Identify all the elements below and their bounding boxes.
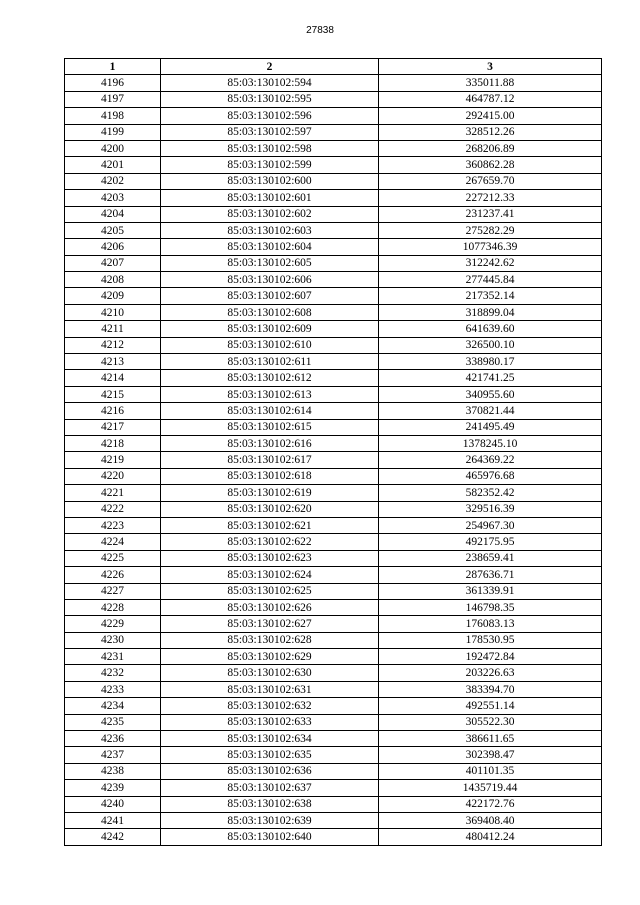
row-number-cell: 4241	[65, 812, 161, 828]
cadastral-number-cell: 85:03:130102:597	[161, 124, 379, 140]
cadastral-value-cell: 480412.24	[379, 829, 602, 845]
cadastral-value-cell: 238659.41	[379, 550, 602, 566]
cadastral-number-cell: 85:03:130102:604	[161, 239, 379, 255]
table-row	[65, 517, 602, 533]
cadastral-number-cell: 85:03:130102:624	[161, 567, 379, 583]
table-row	[65, 222, 602, 238]
table-row	[65, 780, 602, 796]
table-row	[65, 616, 602, 632]
table-row	[65, 403, 602, 419]
cadastral-value-cell: 1378245.10	[379, 435, 602, 451]
table-row	[65, 91, 602, 107]
cadastral-number-cell: 85:03:130102:618	[161, 468, 379, 484]
table-row	[65, 354, 602, 370]
table-row	[65, 763, 602, 779]
row-number-cell: 4229	[65, 616, 161, 632]
column-header-1: 1	[65, 59, 161, 75]
cadastral-number-cell: 85:03:130102:617	[161, 452, 379, 468]
cadastral-value-cell: 422172.76	[379, 796, 602, 812]
row-number-cell: 4214	[65, 370, 161, 386]
cadastral-value-cell: 178530.95	[379, 632, 602, 648]
cadastral-value-cell: 287636.71	[379, 567, 602, 583]
row-number-cell: 4232	[65, 665, 161, 681]
table-row	[65, 485, 602, 501]
table-row	[65, 632, 602, 648]
cadastral-value-cell: 492175.95	[379, 534, 602, 550]
column-header-3: 3	[379, 59, 602, 75]
cadastral-number-cell: 85:03:130102:613	[161, 386, 379, 402]
cadastral-value-cell: 326500.10	[379, 337, 602, 353]
row-number-cell: 4203	[65, 190, 161, 206]
row-number-cell: 4226	[65, 567, 161, 583]
cadastral-number-cell: 85:03:130102:640	[161, 829, 379, 845]
cadastral-value-cell: 465976.68	[379, 468, 602, 484]
table-row	[65, 829, 602, 845]
cadastral-number-cell: 85:03:130102:638	[161, 796, 379, 812]
row-number-cell: 4213	[65, 354, 161, 370]
cadastral-number-cell: 85:03:130102:600	[161, 173, 379, 189]
cadastral-value-cell: 292415.00	[379, 108, 602, 124]
cadastral-number-cell: 85:03:130102:619	[161, 485, 379, 501]
table-row	[65, 190, 602, 206]
table-row	[65, 140, 602, 156]
cadastral-number-cell: 85:03:130102:609	[161, 321, 379, 337]
cadastral-number-cell: 85:03:130102:607	[161, 288, 379, 304]
row-number-cell: 4198	[65, 108, 161, 124]
table-row	[65, 550, 602, 566]
table-row	[65, 583, 602, 599]
row-number-cell: 4221	[65, 485, 161, 501]
cadastral-number-cell: 85:03:130102:636	[161, 763, 379, 779]
cadastral-number-cell: 85:03:130102:632	[161, 698, 379, 714]
row-number-cell: 4225	[65, 550, 161, 566]
row-number-cell: 4222	[65, 501, 161, 517]
cadastral-value-cell: 328512.26	[379, 124, 602, 140]
table-row	[65, 386, 602, 402]
row-number-cell: 4212	[65, 337, 161, 353]
cadastral-value-cell: 264369.22	[379, 452, 602, 468]
row-number-cell: 4236	[65, 731, 161, 747]
cadastral-number-cell: 85:03:130102:615	[161, 419, 379, 435]
row-number-cell: 4200	[65, 140, 161, 156]
table-row	[65, 75, 602, 91]
cadastral-number-cell: 85:03:130102:629	[161, 649, 379, 665]
cadastral-value-cell: 217352.14	[379, 288, 602, 304]
cadastral-number-cell: 85:03:130102:631	[161, 681, 379, 697]
cadastral-value-cell: 176083.13	[379, 616, 602, 632]
cadastral-value-cell: 361339.91	[379, 583, 602, 599]
row-number-cell: 4228	[65, 599, 161, 615]
cadastral-number-cell: 85:03:130102:630	[161, 665, 379, 681]
cadastral-value-cell: 277445.84	[379, 272, 602, 288]
row-number-cell: 4235	[65, 714, 161, 730]
cadastral-value-cell: 318899.04	[379, 304, 602, 320]
cadastral-number-cell: 85:03:130102:639	[161, 812, 379, 828]
row-number-cell: 4220	[65, 468, 161, 484]
table-row	[65, 731, 602, 747]
cadastral-value-cell: 275282.29	[379, 222, 602, 238]
row-number-cell: 4196	[65, 75, 161, 91]
cadastral-number-cell: 85:03:130102:622	[161, 534, 379, 550]
cadastral-number-cell: 85:03:130102:596	[161, 108, 379, 124]
row-number-cell: 4206	[65, 239, 161, 255]
cadastral-number-cell: 85:03:130102:620	[161, 501, 379, 517]
cadastral-value-cell: 305522.30	[379, 714, 602, 730]
cadastral-number-cell: 85:03:130102:637	[161, 780, 379, 796]
row-number-cell: 4199	[65, 124, 161, 140]
row-number-cell: 4223	[65, 517, 161, 533]
cadastral-number-cell: 85:03:130102:602	[161, 206, 379, 222]
table-row	[65, 599, 602, 615]
table-row	[65, 288, 602, 304]
cadastral-value-cell: 335011.88	[379, 75, 602, 91]
cadastral-value-cell: 302398.47	[379, 747, 602, 763]
cadastral-value-cell: 146798.35	[379, 599, 602, 615]
cadastral-value-cell: 383394.70	[379, 681, 602, 697]
cadastral-number-cell: 85:03:130102:635	[161, 747, 379, 763]
table-row	[65, 370, 602, 386]
cadastral-number-cell: 85:03:130102:606	[161, 272, 379, 288]
cadastral-number-cell: 85:03:130102:627	[161, 616, 379, 632]
cadastral-value-cell: 241495.49	[379, 419, 602, 435]
cadastral-value-cell: 254967.30	[379, 517, 602, 533]
cadastral-value-cell: 268206.89	[379, 140, 602, 156]
row-number-cell: 4239	[65, 780, 161, 796]
cadastral-value-cell: 401101.35	[379, 763, 602, 779]
row-number-cell: 4224	[65, 534, 161, 550]
cadastral-number-cell: 85:03:130102:625	[161, 583, 379, 599]
table-body	[65, 75, 602, 845]
row-number-cell: 4202	[65, 173, 161, 189]
row-number-cell: 4215	[65, 386, 161, 402]
page-number: 27838	[306, 25, 334, 36]
table-row	[65, 124, 602, 140]
cadastral-number-cell: 85:03:130102:601	[161, 190, 379, 206]
row-number-cell: 4218	[65, 435, 161, 451]
table-row	[65, 419, 602, 435]
cadastral-number-cell: 85:03:130102:595	[161, 91, 379, 107]
row-number-cell: 4234	[65, 698, 161, 714]
row-number-cell: 4217	[65, 419, 161, 435]
cadastral-value-cell: 421741.25	[379, 370, 602, 386]
cadastral-value-cell: 227212.33	[379, 190, 602, 206]
cadastral-value-table	[64, 58, 602, 846]
cadastral-number-cell: 85:03:130102:614	[161, 403, 379, 419]
row-number-cell: 4216	[65, 403, 161, 419]
cadastral-number-cell: 85:03:130102:633	[161, 714, 379, 730]
cadastral-number-cell: 85:03:130102:611	[161, 354, 379, 370]
row-number-cell: 4210	[65, 304, 161, 320]
row-number-cell: 4201	[65, 157, 161, 173]
row-number-cell: 4204	[65, 206, 161, 222]
cadastral-number-cell: 85:03:130102:634	[161, 731, 379, 747]
row-number-cell: 4209	[65, 288, 161, 304]
cadastral-value-cell: 1077346.39	[379, 239, 602, 255]
cadastral-value-cell: 492551.14	[379, 698, 602, 714]
cadastral-number-cell: 85:03:130102:621	[161, 517, 379, 533]
cadastral-number-cell: 85:03:130102:623	[161, 550, 379, 566]
cadastral-number-cell: 85:03:130102:603	[161, 222, 379, 238]
row-number-cell: 4219	[65, 452, 161, 468]
cadastral-value-cell: 329516.39	[379, 501, 602, 517]
cadastral-value-cell: 464787.12	[379, 91, 602, 107]
cadastral-value-cell: 386611.65	[379, 731, 602, 747]
table-row	[65, 435, 602, 451]
table-row	[65, 714, 602, 730]
row-number-cell: 4208	[65, 272, 161, 288]
cadastral-number-cell: 85:03:130102:599	[161, 157, 379, 173]
cadastral-number-cell: 85:03:130102:626	[161, 599, 379, 615]
cadastral-value-cell: 312242.62	[379, 255, 602, 271]
row-number-cell: 4227	[65, 583, 161, 599]
table-row	[65, 534, 602, 550]
cadastral-value-cell: 582352.42	[379, 485, 602, 501]
row-number-cell: 4242	[65, 829, 161, 845]
row-number-cell: 4211	[65, 321, 161, 337]
row-number-cell: 4237	[65, 747, 161, 763]
cadastral-number-cell: 85:03:130102:616	[161, 435, 379, 451]
table-row	[65, 567, 602, 583]
cadastral-value-cell: 369408.40	[379, 812, 602, 828]
cadastral-number-cell: 85:03:130102:612	[161, 370, 379, 386]
cadastral-value-cell: 338980.17	[379, 354, 602, 370]
table-row	[65, 206, 602, 222]
cadastral-value-cell: 1435719.44	[379, 780, 602, 796]
row-number-cell: 4233	[65, 681, 161, 697]
cadastral-value-cell: 370821.44	[379, 403, 602, 419]
table-row	[65, 452, 602, 468]
cadastral-number-cell: 85:03:130102:608	[161, 304, 379, 320]
table-row	[65, 812, 602, 828]
row-number-cell: 4240	[65, 796, 161, 812]
table-header-row	[65, 59, 602, 75]
cadastral-value-cell: 203226.63	[379, 665, 602, 681]
table-row	[65, 501, 602, 517]
cadastral-number-cell: 85:03:130102:628	[161, 632, 379, 648]
table-row	[65, 681, 602, 697]
table-row	[65, 665, 602, 681]
row-number-cell: 4238	[65, 763, 161, 779]
table-row	[65, 649, 602, 665]
row-number-cell: 4205	[65, 222, 161, 238]
column-header-2: 2	[161, 59, 379, 75]
cadastral-value-cell: 360862.28	[379, 157, 602, 173]
table-row	[65, 698, 602, 714]
table-row	[65, 747, 602, 763]
cadastral-value-cell: 641639.60	[379, 321, 602, 337]
row-number-cell: 4207	[65, 255, 161, 271]
table-row	[65, 337, 602, 353]
table-row	[65, 796, 602, 812]
cadastral-number-cell: 85:03:130102:598	[161, 140, 379, 156]
table-row	[65, 157, 602, 173]
cadastral-number-cell: 85:03:130102:605	[161, 255, 379, 271]
row-number-cell: 4197	[65, 91, 161, 107]
table-row	[65, 108, 602, 124]
table-row	[65, 304, 602, 320]
cadastral-value-cell: 192472.84	[379, 649, 602, 665]
cadastral-number-cell: 85:03:130102:594	[161, 75, 379, 91]
cadastral-number-cell: 85:03:130102:610	[161, 337, 379, 353]
row-number-cell: 4231	[65, 649, 161, 665]
cadastral-value-cell: 340955.60	[379, 386, 602, 402]
table-row	[65, 468, 602, 484]
table-row	[65, 321, 602, 337]
table-row	[65, 255, 602, 271]
cadastral-value-cell: 231237.41	[379, 206, 602, 222]
cadastral-value-cell: 267659.70	[379, 173, 602, 189]
row-number-cell: 4230	[65, 632, 161, 648]
table-row	[65, 272, 602, 288]
table-row	[65, 173, 602, 189]
table-row	[65, 239, 602, 255]
